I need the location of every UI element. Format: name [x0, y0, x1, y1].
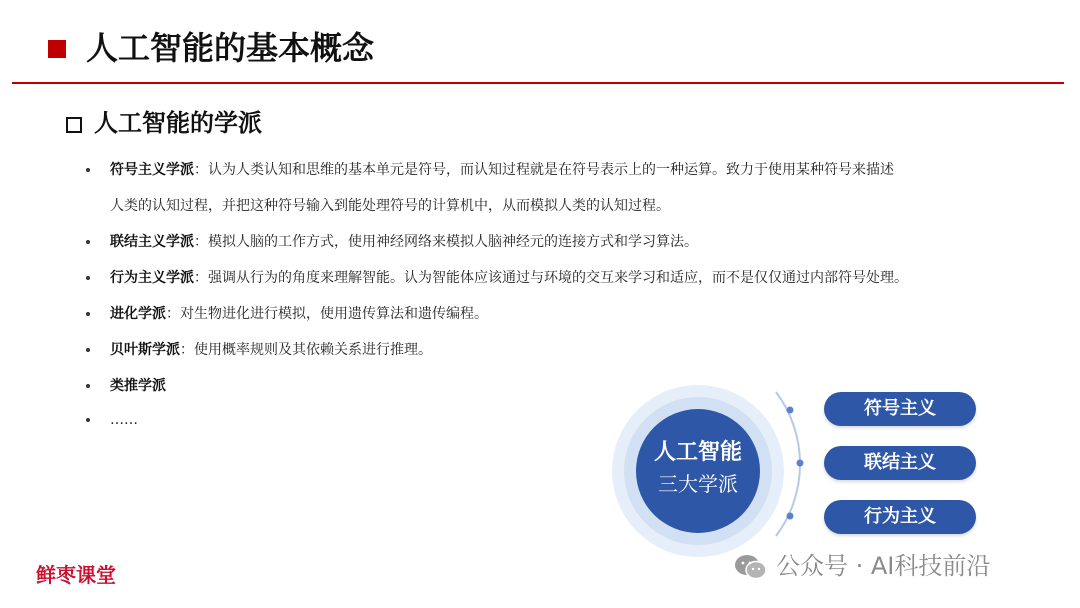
bullet-dot [86, 240, 90, 244]
list-item-term: 联结主义学派 [110, 234, 194, 250]
list-item-text: ：强调从行为的角度来理解智能。认为智能体应该通过与环境的交互来学习和适应，而不是仅仅通过内部符号处理。 [194, 270, 908, 286]
title-square-icon [48, 40, 66, 58]
list-item-term: 贝叶斯学派 [110, 342, 180, 358]
list-item [110, 268, 908, 288]
list-item-term: 符号主义学派 [110, 162, 194, 178]
list-item [110, 160, 894, 180]
list-item-text: ：模拟人脑的工作方式，使用神经网络来模拟人脑神经元的连接方式和学习算法。 [194, 234, 698, 250]
school-pill-symbolism: 符号主义 [824, 392, 976, 426]
school-pill-connectionism: 联结主义 [824, 446, 976, 480]
list-item [110, 232, 698, 252]
section-heading: 人工智能的学派 [94, 109, 262, 137]
list-item [110, 376, 166, 396]
list-item-continuation: 人类的认知过程，并把这种符号输入到能处理符号的计算机中，从而模拟人类的认知过程。 [110, 198, 670, 214]
bullet-dot [86, 168, 90, 172]
list-item-term: 类推学派 [110, 378, 166, 394]
connector-dot [787, 407, 794, 414]
bullet-dot [86, 348, 90, 352]
diagram-center-circle [636, 409, 760, 533]
list-item-term: 行为主义学派 [110, 270, 194, 286]
page-title: 人工智能的基本概念 [86, 29, 375, 67]
list-item [110, 410, 138, 430]
list-item-term: 进化学派 [110, 306, 166, 322]
school-pill-behaviorism: 行为主义 [824, 500, 976, 534]
diagram-center-title: 人工智能 [653, 440, 742, 465]
wechat-icon [734, 554, 768, 580]
connector-dot [787, 513, 794, 520]
bullet-dot [86, 276, 90, 280]
list-item-ellipsis: …… [110, 412, 138, 428]
hollow-square-icon [66, 117, 82, 133]
list-item [110, 340, 432, 360]
bullet-dot [86, 418, 90, 422]
connector-dot [797, 460, 804, 467]
list-item-text: ：对生物进化进行模拟，使用遗传算法和遗传编程。 [166, 306, 488, 322]
brand-logo: 鲜枣课堂 [36, 563, 116, 587]
bullet-dot [86, 384, 90, 388]
diagram-center-subtitle: 三大学派 [658, 472, 738, 496]
list-item-text: ：使用概率规则及其依赖关系进行推理。 [180, 342, 432, 358]
list-item-text: ：认为人类认知和思维的基本单元是符号，而认知过程就是在符号表示上的一种运算。致力于使用某种符号来描述 [194, 162, 894, 178]
watermark-text: 公众号 · AI科技前沿 [776, 552, 991, 580]
title-divider [12, 82, 1064, 84]
bullet-dot [86, 312, 90, 316]
list-item [110, 304, 488, 324]
